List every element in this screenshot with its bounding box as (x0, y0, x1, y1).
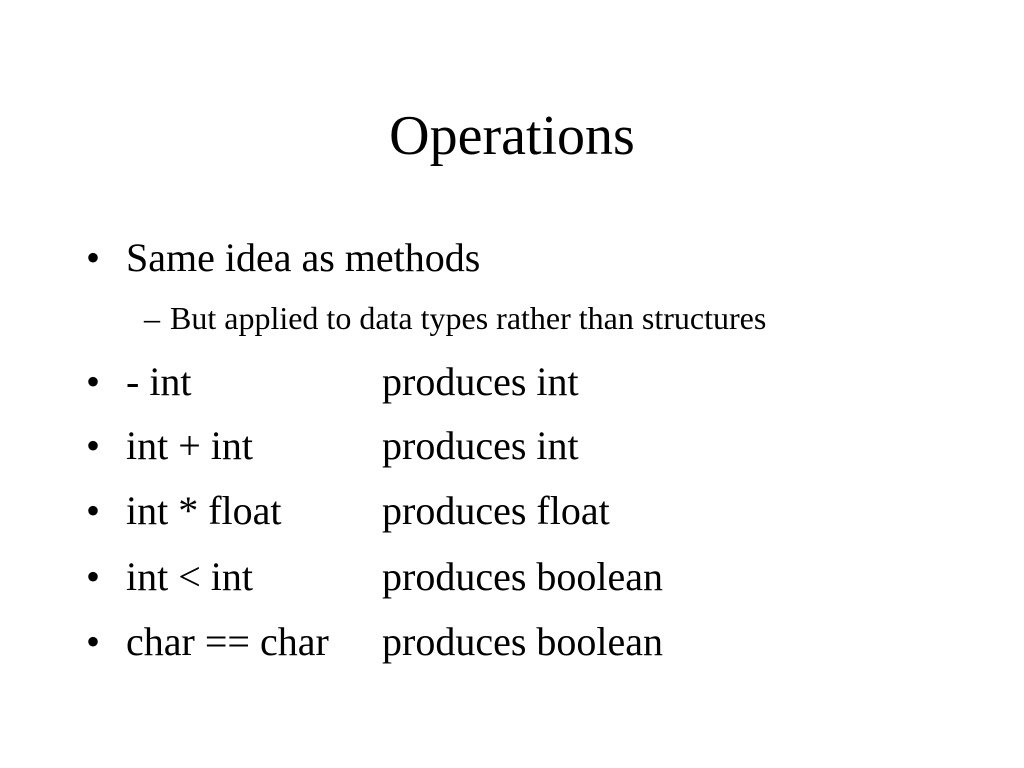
bullet-result: produces int (382, 423, 579, 468)
sub-bullet-marker: – (144, 300, 160, 336)
bullet-marker: • (86, 423, 101, 468)
bullet-marker: • (86, 488, 101, 533)
bullet-text: Same idea as methods (126, 235, 481, 280)
bullet-marker: • (86, 619, 101, 664)
bullet-text: int + int (126, 423, 254, 468)
bullet-result: produces int (382, 359, 579, 404)
bullet-result: produces float (382, 488, 610, 533)
sub-bullet-text: But applied to data types rather than structures (170, 300, 767, 336)
bullet-text: - int (126, 359, 192, 404)
bullet-marker: • (86, 554, 101, 599)
bullet-marker: • (86, 359, 101, 404)
bullet-result: produces boolean (382, 619, 664, 664)
bullet-text: char == char (126, 619, 329, 664)
bullet-text: int * float (126, 488, 282, 533)
slide-title: Operations (389, 105, 635, 167)
bullet-result: produces boolean (382, 554, 664, 599)
bullet-marker: • (86, 235, 101, 280)
bullet-text: int < int (126, 554, 254, 599)
